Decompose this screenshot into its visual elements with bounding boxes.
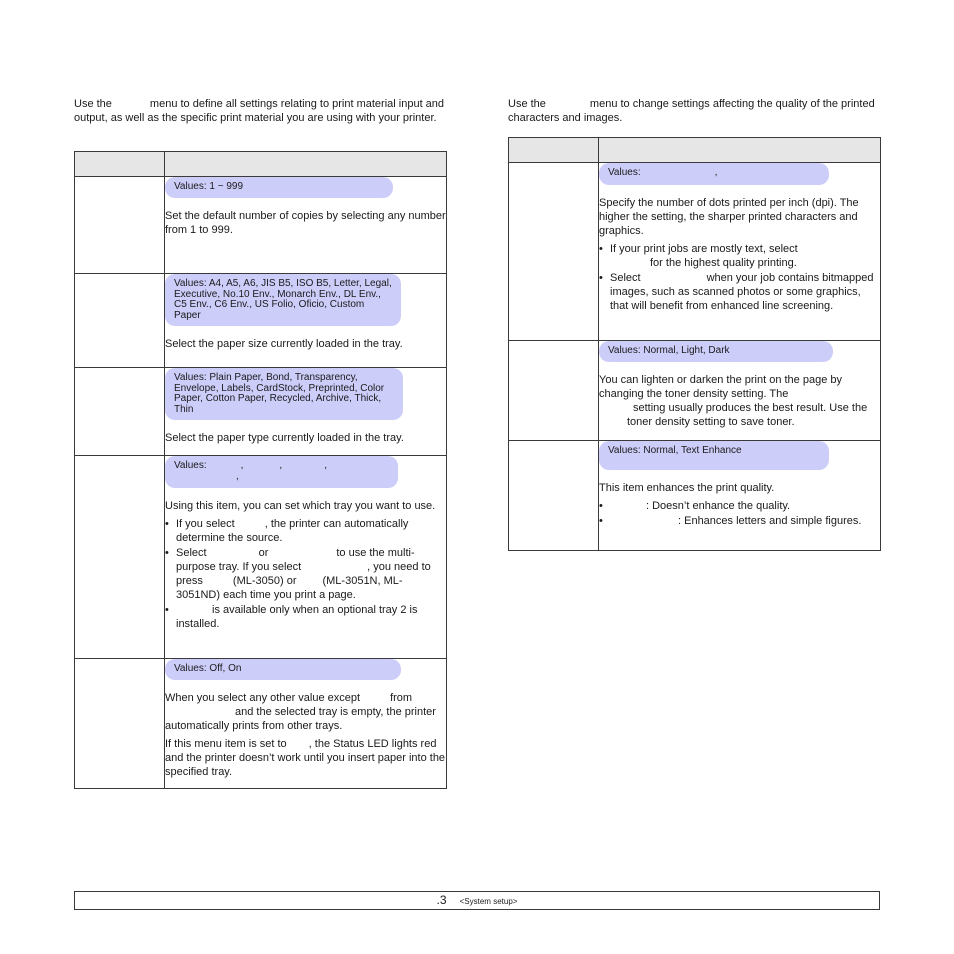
header-cell-item xyxy=(75,152,165,177)
description-text: Specify the number of dots printed per inch (dpi). The higher the setting, the sharper printed characters and graphics. xyxy=(599,197,859,237)
table-row xyxy=(75,456,447,659)
table-row xyxy=(509,163,881,341)
table-row xyxy=(509,441,881,551)
values-box xyxy=(165,456,398,488)
item-name-cell xyxy=(509,163,599,341)
paper-menu-intro xyxy=(74,97,446,125)
values-prefix: Values: xyxy=(174,460,207,471)
table-row xyxy=(75,177,447,274)
item-description-cell xyxy=(165,456,447,659)
item-name-cell xyxy=(509,341,599,441)
item-name-cell xyxy=(75,456,165,659)
item-description-cell xyxy=(165,274,447,368)
intro-text-end: menu to change settings affecting the quality of the printed characters and images. xyxy=(508,98,875,124)
values-box: Values: Off, On xyxy=(165,659,401,680)
list-item: • If your print jobs are mostly text, select for the highest quality printing. xyxy=(599,242,880,270)
description-text: Using this item, you can set which tray you want to use. xyxy=(165,500,436,512)
values-separator: , xyxy=(240,460,244,471)
description-text: You can lighten or darken the print on the page by changing the toner density setting. The setting usually produces the best result. Use the toner density setting to save toner. xyxy=(599,373,868,428)
header-cell-explanation xyxy=(599,138,881,163)
item-description-cell xyxy=(165,659,447,789)
graphic-menu-table xyxy=(508,137,881,551)
list-item: • Select when your job contains bitmapped images, such as scanned photos or some graphics, that will benefit from enhanced line screening. xyxy=(599,271,880,313)
list-item: • : Doesn’t enhance the quality. xyxy=(599,499,880,513)
item-description-cell xyxy=(599,341,881,441)
values-box xyxy=(599,163,829,185)
values-prefix: Values: xyxy=(608,167,641,178)
graphic-menu-intro xyxy=(508,97,880,125)
values-separator: , xyxy=(324,460,327,471)
table-row xyxy=(75,368,447,456)
page-number: .3 xyxy=(436,893,447,907)
bullet-list xyxy=(165,517,446,631)
intro-text-end: menu to define all settings relating to print material input and output, as well as the specific print material you are using with your printer. xyxy=(74,98,445,124)
table-row xyxy=(509,341,881,441)
item-name-cell xyxy=(75,274,165,368)
item-name-cell xyxy=(509,441,599,551)
values-separator: , xyxy=(279,460,283,471)
item-name-cell xyxy=(75,659,165,789)
description-text: This item enhances the print quality. xyxy=(599,482,775,494)
description-text: If this menu item is set to , the Status LED lights red and the printer doesn’t work until you insert paper into the specified tray. xyxy=(165,737,446,778)
header-cell-item xyxy=(509,138,599,163)
list-item: • is available only when an optional tray 2 is installed. xyxy=(165,603,446,631)
description-text: Set the default number of copies by selecting any number from 1 to 999. xyxy=(165,209,446,236)
values-box: Values: A4, A5, A6, JIS B5, ISO B5, Letter, Legal, Executive, No.10 Env., Monarch Env., DL Env., C5 Env., C6 Env., US Folio, Oficio, Custom Paper xyxy=(165,274,401,326)
item-description-cell xyxy=(599,163,881,341)
table-header-row xyxy=(75,152,447,177)
description-text: When you select any other value except from and the selected tray is empty, the printer automatically prints from other trays. xyxy=(165,691,436,732)
page-footer xyxy=(74,891,880,910)
table-header-row xyxy=(509,138,881,163)
item-description-cell xyxy=(165,368,447,456)
values-separator: , xyxy=(236,470,239,482)
table-row xyxy=(75,274,447,368)
paper-menu-table xyxy=(74,151,447,789)
description-text: Select the paper size currently loaded in the tray. xyxy=(165,338,403,350)
item-name-cell xyxy=(75,368,165,456)
list-item: • Select or to use the multi-purpose tray. If you select , you need to press (ML-3050) or (ML-3051N, ML-3051ND) each time you print a page. xyxy=(165,546,446,602)
table-row xyxy=(75,659,447,789)
list-item: • : Enhances letters and simple figures. xyxy=(599,514,880,528)
intro-text-start: Use the xyxy=(74,98,112,110)
header-cell-explanation xyxy=(165,152,447,177)
bullet-list xyxy=(599,242,880,313)
item-description-cell xyxy=(599,441,881,551)
bullet-list xyxy=(599,499,880,528)
values-box: Values: Normal, Light, Dark xyxy=(599,341,833,362)
values-box: Values: Normal, Text Enhance xyxy=(599,441,829,470)
item-description-cell xyxy=(165,177,447,274)
values-box: Values: 1 ~ 999 xyxy=(165,177,393,198)
chapter-label: <System setup> xyxy=(459,897,518,906)
values-separator: , xyxy=(714,167,718,178)
values-box: Values: Plain Paper, Bond, Transparency, Envelope, Labels, CardStock, Preprinted, Color Paper, Cotton Paper, Recycled, Archive, Thick, Thin xyxy=(165,368,403,420)
list-item: • If you select , the printer can automatically determine the source. xyxy=(165,517,446,545)
item-name-cell xyxy=(75,177,165,274)
intro-text-start: Use the xyxy=(508,98,546,110)
description-text: Select the paper type currently loaded in the tray. xyxy=(165,432,404,444)
